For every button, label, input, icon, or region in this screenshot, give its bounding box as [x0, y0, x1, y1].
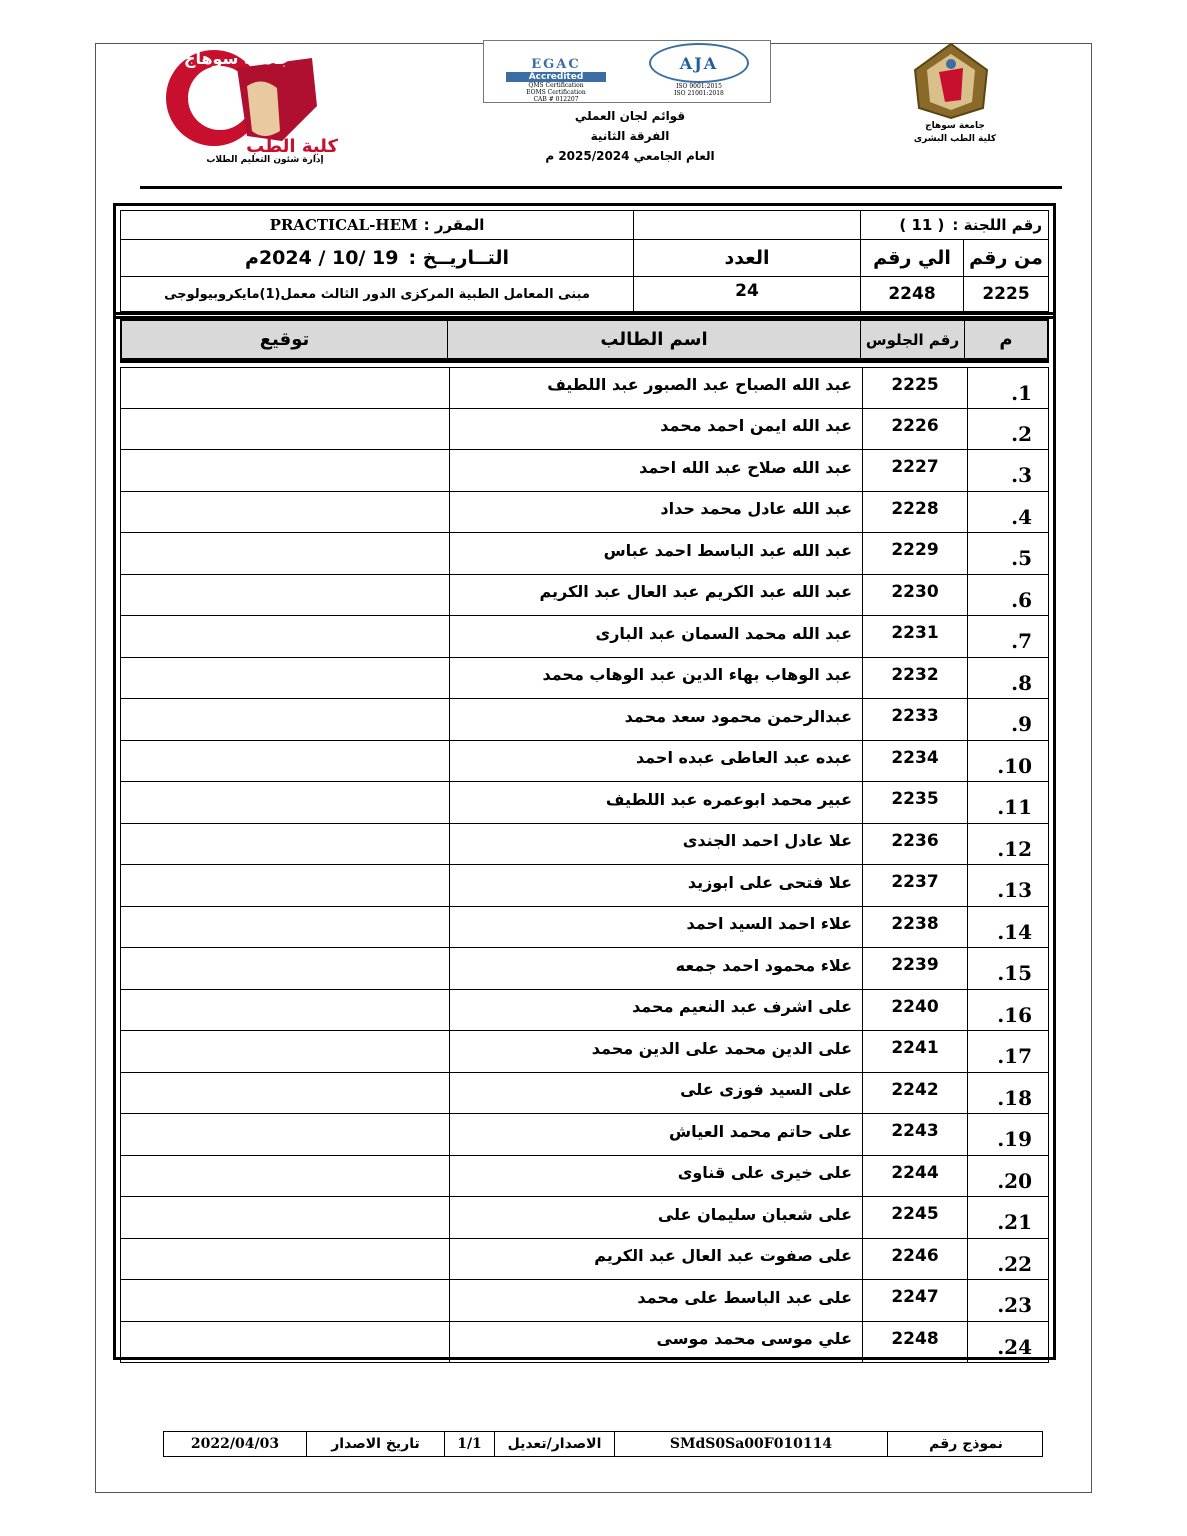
row-seat-number: 2234 — [862, 741, 967, 782]
right-caption-line-1: جامعة سوهاج — [925, 121, 985, 131]
table-header — [120, 319, 1049, 363]
row-student-name: عبدالرحمن محمود سعد محمد — [449, 699, 862, 740]
table-row — [120, 575, 1049, 617]
table-row — [120, 367, 1049, 409]
row-index: 4. — [967, 492, 1050, 533]
row-index: 19. — [967, 1114, 1050, 1155]
faculty-logo-text: كلية الطب — [246, 136, 338, 157]
table-row — [120, 409, 1049, 451]
row-index: 9. — [967, 699, 1050, 740]
row-index: 17. — [967, 1031, 1050, 1072]
table-row — [120, 1073, 1049, 1115]
table-row — [120, 1239, 1049, 1281]
row-signature — [121, 450, 449, 491]
row-student-name: عبد الله صلاح عبد الله احمد — [449, 450, 862, 491]
row-seat-number: 2240 — [862, 990, 967, 1031]
header-student-name: اسم الطالب — [447, 321, 860, 358]
row-signature — [121, 782, 449, 823]
table-row — [120, 1322, 1049, 1364]
row-student-name: على اشرف عبد النعيم محمد — [449, 990, 862, 1031]
row-student-name: علا عادل احمد الجندى — [449, 824, 862, 865]
row-index: 20. — [967, 1156, 1050, 1197]
row-index: 11. — [967, 782, 1050, 823]
row-index: 1. — [967, 368, 1050, 408]
issue-date-label: تاريخ الاصدار — [306, 1432, 444, 1456]
table-row — [120, 782, 1049, 824]
row-seat-number: 2238 — [862, 907, 967, 948]
row-index: 14. — [967, 907, 1050, 948]
row-signature — [121, 948, 449, 989]
row-student-name: على عبد الباسط على محمد — [449, 1280, 862, 1321]
row-seat-number: 2226 — [862, 409, 967, 450]
course-label: المقرر : — [423, 216, 485, 234]
row-signature — [121, 409, 449, 450]
left-caption: إدارة شئون التعليم الطلاب — [206, 155, 324, 165]
edition-value: 1/1 — [444, 1432, 494, 1456]
row-student-name: عبده عبد العاطى عبده احمد — [449, 741, 862, 782]
table-row — [120, 699, 1049, 741]
row-index: 23. — [967, 1280, 1050, 1321]
row-seat-number: 2227 — [862, 450, 967, 491]
table-row — [120, 990, 1049, 1032]
row-student-name: عبد الله عبد الباسط احمد عباس — [449, 533, 862, 574]
committee-label: رقم اللجنة : — [952, 216, 1042, 234]
row-signature — [121, 824, 449, 865]
row-student-name: علي موسى محمد موسى — [449, 1322, 862, 1363]
row-signature — [121, 1322, 449, 1363]
table-row — [120, 865, 1049, 907]
row-signature — [121, 492, 449, 533]
university-logo — [905, 40, 997, 120]
table-row — [120, 1031, 1049, 1073]
row-index: 21. — [967, 1197, 1050, 1238]
empty-cell — [633, 210, 861, 240]
row-signature — [121, 575, 449, 616]
row-seat-number: 2236 — [862, 824, 967, 865]
aja-line-2: ISO 21001:2018 — [674, 90, 724, 97]
row-seat-number: 2225 — [862, 368, 967, 408]
row-seat-number: 2247 — [862, 1280, 967, 1321]
row-index: 12. — [967, 824, 1050, 865]
aja-logo — [644, 43, 754, 101]
row-signature — [121, 865, 449, 906]
row-seat-number: 2239 — [862, 948, 967, 989]
table-row — [120, 492, 1049, 534]
row-index: 18. — [967, 1073, 1050, 1114]
row-signature — [121, 1031, 449, 1072]
to-label-cell: الي رقم — [860, 239, 964, 277]
header-divider — [140, 186, 1062, 189]
egac-badge: Accredited — [506, 72, 606, 82]
row-signature — [121, 741, 449, 782]
right-caption-line-2: كلية الطب البشرى — [913, 134, 997, 144]
table-row — [120, 616, 1049, 658]
row-index: 24. — [967, 1322, 1050, 1363]
row-signature — [121, 1156, 449, 1197]
egac-line-3: CAB # 012207 — [533, 96, 579, 103]
row-signature — [121, 907, 449, 948]
table-row — [120, 824, 1049, 866]
row-student-name: عبد الله عبد الكريم عبد العال عبد الكريم — [449, 575, 862, 616]
row-student-name: عبد الله عادل محمد حداد — [449, 492, 862, 533]
row-student-name: عبير محمد ابوعمره عبد اللطيف — [449, 782, 862, 823]
row-student-name: على الدين محمد على الدين محمد — [449, 1031, 862, 1072]
row-student-name: على السيد فوزى على — [449, 1073, 862, 1114]
date-value: 19 /10 / 2024م — [245, 247, 399, 269]
course-cell — [120, 210, 634, 240]
row-student-name: علا فتحى على ابوزيد — [449, 865, 862, 906]
row-seat-number: 2241 — [862, 1031, 967, 1072]
row-index: 7. — [967, 616, 1050, 657]
faculty-logo — [152, 46, 338, 157]
count-value-cell: 24 — [633, 276, 861, 312]
table-row — [120, 1114, 1049, 1156]
header-seat-number: رقم الجلوس — [860, 321, 964, 358]
row-signature — [121, 616, 449, 657]
table-row — [120, 1197, 1049, 1239]
committee-info-table — [113, 203, 1056, 319]
row-index: 13. — [967, 865, 1050, 906]
form-number-label: نموذج رقم — [887, 1432, 1044, 1456]
row-index: 8. — [967, 658, 1050, 699]
row-index: 22. — [967, 1239, 1050, 1280]
header-signature: توقيع — [259, 329, 310, 350]
row-index: 5. — [967, 533, 1050, 574]
row-seat-number: 2233 — [862, 699, 967, 740]
row-index: 2. — [967, 409, 1050, 450]
students-table — [113, 312, 1056, 1360]
from-value-cell: 2225 — [963, 276, 1049, 312]
to-value-cell: 2248 — [860, 276, 964, 312]
row-seat-number: 2245 — [862, 1197, 967, 1238]
row-seat-number: 2244 — [862, 1156, 967, 1197]
egac-logo — [486, 43, 626, 101]
row-seat-number: 2231 — [862, 616, 967, 657]
row-index: 3. — [967, 450, 1050, 491]
row-signature — [121, 1073, 449, 1114]
row-student-name: على حاتم محمد العياش — [449, 1114, 862, 1155]
committee-value: ( 11 ) — [899, 216, 945, 234]
form-footer — [163, 1431, 1043, 1457]
row-seat-number: 2228 — [862, 492, 967, 533]
row-seat-number: 2235 — [862, 782, 967, 823]
table-row — [120, 948, 1049, 990]
row-student-name: علاء محمود احمد جمعه — [449, 948, 862, 989]
row-signature — [121, 1239, 449, 1280]
row-student-name: عبد الله الصباح عبد الصبور عبد اللطيف — [449, 368, 862, 408]
row-seat-number: 2242 — [862, 1073, 967, 1114]
table-row — [120, 533, 1049, 575]
row-signature — [121, 1114, 449, 1155]
document-title — [480, 106, 780, 166]
title-line-2: الفرقة الثانية — [590, 129, 670, 143]
aja-line-1: ISO 9001:2015 — [676, 83, 722, 90]
row-signature — [121, 533, 449, 574]
row-index: 15. — [967, 948, 1050, 989]
row-seat-number: 2229 — [862, 533, 967, 574]
title-line-1: قوائم لجان العملي — [574, 109, 686, 123]
row-seat-number: 2237 — [862, 865, 967, 906]
issue-date-value: 2022/04/03 — [190, 1436, 280, 1452]
row-signature — [121, 1197, 449, 1238]
row-signature — [121, 1280, 449, 1321]
row-index: 16. — [967, 990, 1050, 1031]
row-index: 10. — [967, 741, 1050, 782]
right-caption — [900, 120, 1010, 146]
row-student-name: عبد الله ايمن احمد محمد — [449, 409, 862, 450]
row-seat-number: 2230 — [862, 575, 967, 616]
row-student-name: على شعبان سليمان على — [449, 1197, 862, 1238]
egac-name: EGAC — [531, 57, 581, 72]
committee-number-cell — [860, 210, 1049, 240]
title-line-3: العام الجامعي 2025/2024 م — [545, 149, 715, 163]
row-signature — [121, 368, 449, 408]
table-row — [120, 658, 1049, 700]
university-logo-text: جامعة سوهاج — [183, 49, 291, 68]
form-number-value: SMdS0Sa00F010114 — [614, 1432, 887, 1456]
edition-label: الاصدار/تعديل — [494, 1432, 614, 1456]
date-cell — [120, 239, 634, 277]
row-student-name: عبد الوهاب بهاء الدين عبد الوهاب محمد — [449, 658, 862, 699]
location-cell: مبنى المعامل الطبية المركزى الدور الثالث معمل(1)مايكروبيولوجى — [120, 276, 634, 312]
course-value: PRACTICAL-HEM — [269, 216, 418, 234]
table-row — [120, 907, 1049, 949]
count-label-cell: العدد — [633, 239, 861, 277]
row-student-name: علاء احمد السيد احمد — [449, 907, 862, 948]
table-row — [120, 741, 1049, 783]
header-index: م — [964, 321, 1047, 358]
table-row — [120, 1156, 1049, 1198]
table-row — [120, 1280, 1049, 1322]
row-seat-number: 2246 — [862, 1239, 967, 1280]
egac-line-1: QMS Certification — [528, 82, 584, 89]
from-label-cell: من رقم — [963, 239, 1049, 277]
row-index: 6. — [967, 575, 1050, 616]
row-seat-number: 2243 — [862, 1114, 967, 1155]
row-student-name: على خيرى على قناوى — [449, 1156, 862, 1197]
row-seat-number: 2248 — [862, 1322, 967, 1363]
table-row — [120, 450, 1049, 492]
row-seat-number: 2232 — [862, 658, 967, 699]
row-student-name: عبد الله محمد السمان عبد البارى — [449, 616, 862, 657]
date-label: التــاريــخ : — [408, 247, 509, 269]
row-signature — [121, 658, 449, 699]
egac-line-2: EOMS Certification — [526, 89, 586, 96]
certification-box — [483, 40, 771, 103]
row-signature — [121, 990, 449, 1031]
aja-name: AJA — [649, 43, 749, 83]
row-signature — [121, 699, 449, 740]
row-student-name: على صفوت عبد العال عبد الكريم — [449, 1239, 862, 1280]
